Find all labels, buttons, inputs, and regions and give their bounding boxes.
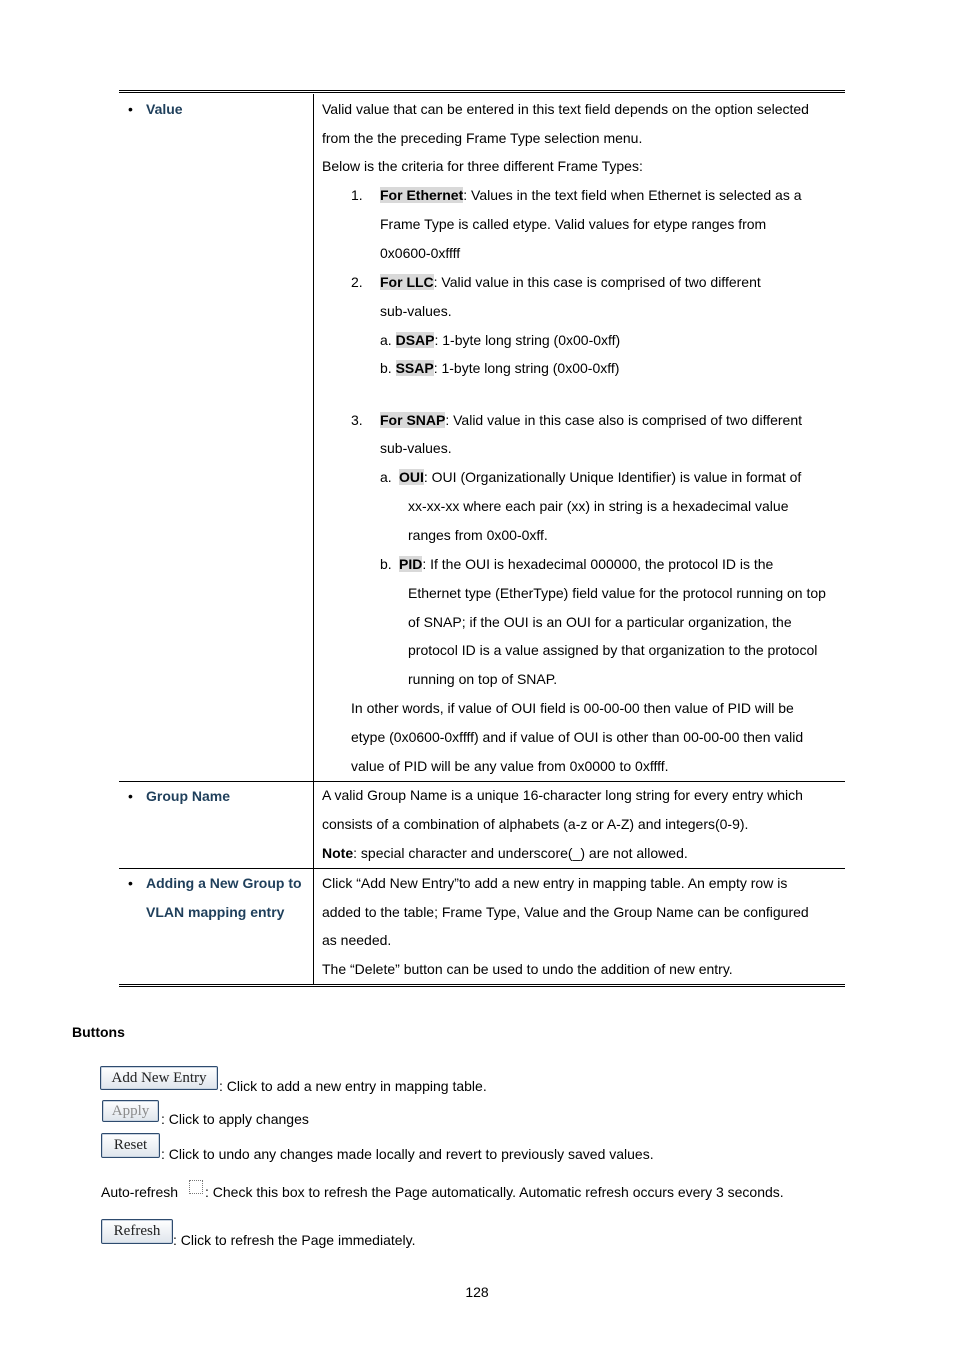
param-adding-new-group-line2: VLAN mapping entry xyxy=(146,904,285,920)
adding-group-line1: Click “Add New Entry”to add a new entry in mapping table. An empty row is xyxy=(322,875,788,891)
apply-desc: : Click to apply changes xyxy=(161,1111,309,1127)
reset-desc: : Click to undo any changes made locally and revert to previously saved values. xyxy=(161,1146,654,1162)
snap-sub-b-line1: PID: If the OUI is hexadecimal 000000, the protocol ID is the xyxy=(399,556,774,572)
snap-sub-b-line4: protocol ID is a value assigned by that organization to the protocol xyxy=(408,642,818,658)
value-intro-line2: from the the preceding Frame Type selection menu. xyxy=(322,130,643,146)
param-value: • Value xyxy=(128,101,183,117)
value-intro-line1: Valid value that can be entered in this text field depends on the option selected xyxy=(322,101,809,117)
add-new-entry-desc: : Click to add a new entry in mapping table. xyxy=(219,1078,487,1094)
auto-refresh-label: Auto-refresh xyxy=(101,1184,179,1200)
snap-other-line2: etype (0x0600-0xffff) and if value of OUI is other than 00-00-00 then valid xyxy=(351,729,804,745)
table-top-rule xyxy=(119,90,845,93)
snap-sub-a-line2: xx-xx-xx where each pair (xx) in string is a hexadecimal value xyxy=(408,498,789,514)
snap-sub-b-line2: Ethernet type (EtherType) field value for the protocol running on top xyxy=(408,585,826,601)
snap-sub-b-line5: running on top of SNAP. xyxy=(408,671,558,687)
table-bottom-rule xyxy=(119,984,845,987)
page-number: 128 xyxy=(465,1284,489,1300)
snap-sub-a-prefix: a. xyxy=(380,469,392,485)
snap-sub-b-line3: of SNAP; if the OUI is an OUI for a particular organization, the xyxy=(408,614,792,630)
table-column-divider xyxy=(313,94,314,984)
reset-button[interactable]: Reset xyxy=(101,1133,160,1158)
adding-group-line3: as needed. xyxy=(322,932,392,948)
snap-sub-a-line1: OUI: OUI (Organizationally Unique Identifier) is value in format of xyxy=(399,469,802,485)
ethernet-item-line1: For Ethernet: Values in the text field when Ethernet is selected as a xyxy=(380,187,802,203)
refresh-button[interactable]: Refresh xyxy=(101,1219,173,1244)
snap-item-line1: For SNAP: Valid value in this case also is comprised of two different xyxy=(380,412,803,428)
group-name-line2: consists of a combination of alphabets (a-z or A-Z) and integers(0-9). xyxy=(322,816,749,832)
buttons-heading: Buttons xyxy=(72,1024,125,1040)
snap-other-line1: In other words, if value of OUI field is 00-00-00 then value of PID will be xyxy=(351,700,794,716)
param-adding-new-group: • Adding a New Group to xyxy=(128,875,302,891)
snap-sub-b-prefix: b. xyxy=(380,556,392,572)
snap-item-line2: sub-values. xyxy=(380,440,452,456)
snap-sub-a-line3: ranges from 0x00-0xff. xyxy=(408,527,548,543)
llc-item-line2: sub-values. xyxy=(380,303,452,319)
param-group-name: • Group Name xyxy=(128,788,231,804)
snap-other-line3: value of PID will be any value from 0x0000 to 0xffff. xyxy=(351,758,669,774)
value-intro-line3: Below is the criteria for three different Frame Types: xyxy=(322,158,643,174)
adding-group-line2: added to the table; Frame Type, Value and the Group Name can be configured xyxy=(322,904,809,920)
list-number: 1. xyxy=(351,187,363,203)
list-number: 3. xyxy=(351,412,363,428)
ethernet-item-line3: 0x0600-0xffff xyxy=(380,245,461,261)
llc-item-line1: For LLC: Valid value in this case is comprised of two different xyxy=(380,274,761,290)
group-name-note: Note: special character and underscore(_) are not allowed. xyxy=(322,845,688,861)
ethernet-item-line2: Frame Type is called etype. Valid values for etype ranges from xyxy=(380,216,767,232)
llc-sub-b: b. SSAP: 1-byte long string (0x00-0xff) xyxy=(380,360,620,376)
apply-button[interactable]: Apply xyxy=(102,1100,159,1122)
llc-sub-a: a. DSAP: 1-byte long string (0x00-0xff) xyxy=(380,332,621,348)
auto-refresh-desc: : Check this box to refresh the Page automatically. Automatic refresh occurs every 3 seconds. xyxy=(205,1184,784,1200)
adding-group-line4: The “Delete” button can be used to undo the addition of new entry. xyxy=(322,961,733,977)
list-number: 2. xyxy=(351,274,363,290)
refresh-desc: : Click to refresh the Page immediately. xyxy=(173,1232,416,1248)
group-name-line1: A valid Group Name is a unique 16-character long string for every entry which xyxy=(322,787,803,803)
add-new-entry-button[interactable]: Add New Entry xyxy=(100,1066,218,1090)
auto-refresh-checkbox[interactable] xyxy=(189,1180,203,1194)
